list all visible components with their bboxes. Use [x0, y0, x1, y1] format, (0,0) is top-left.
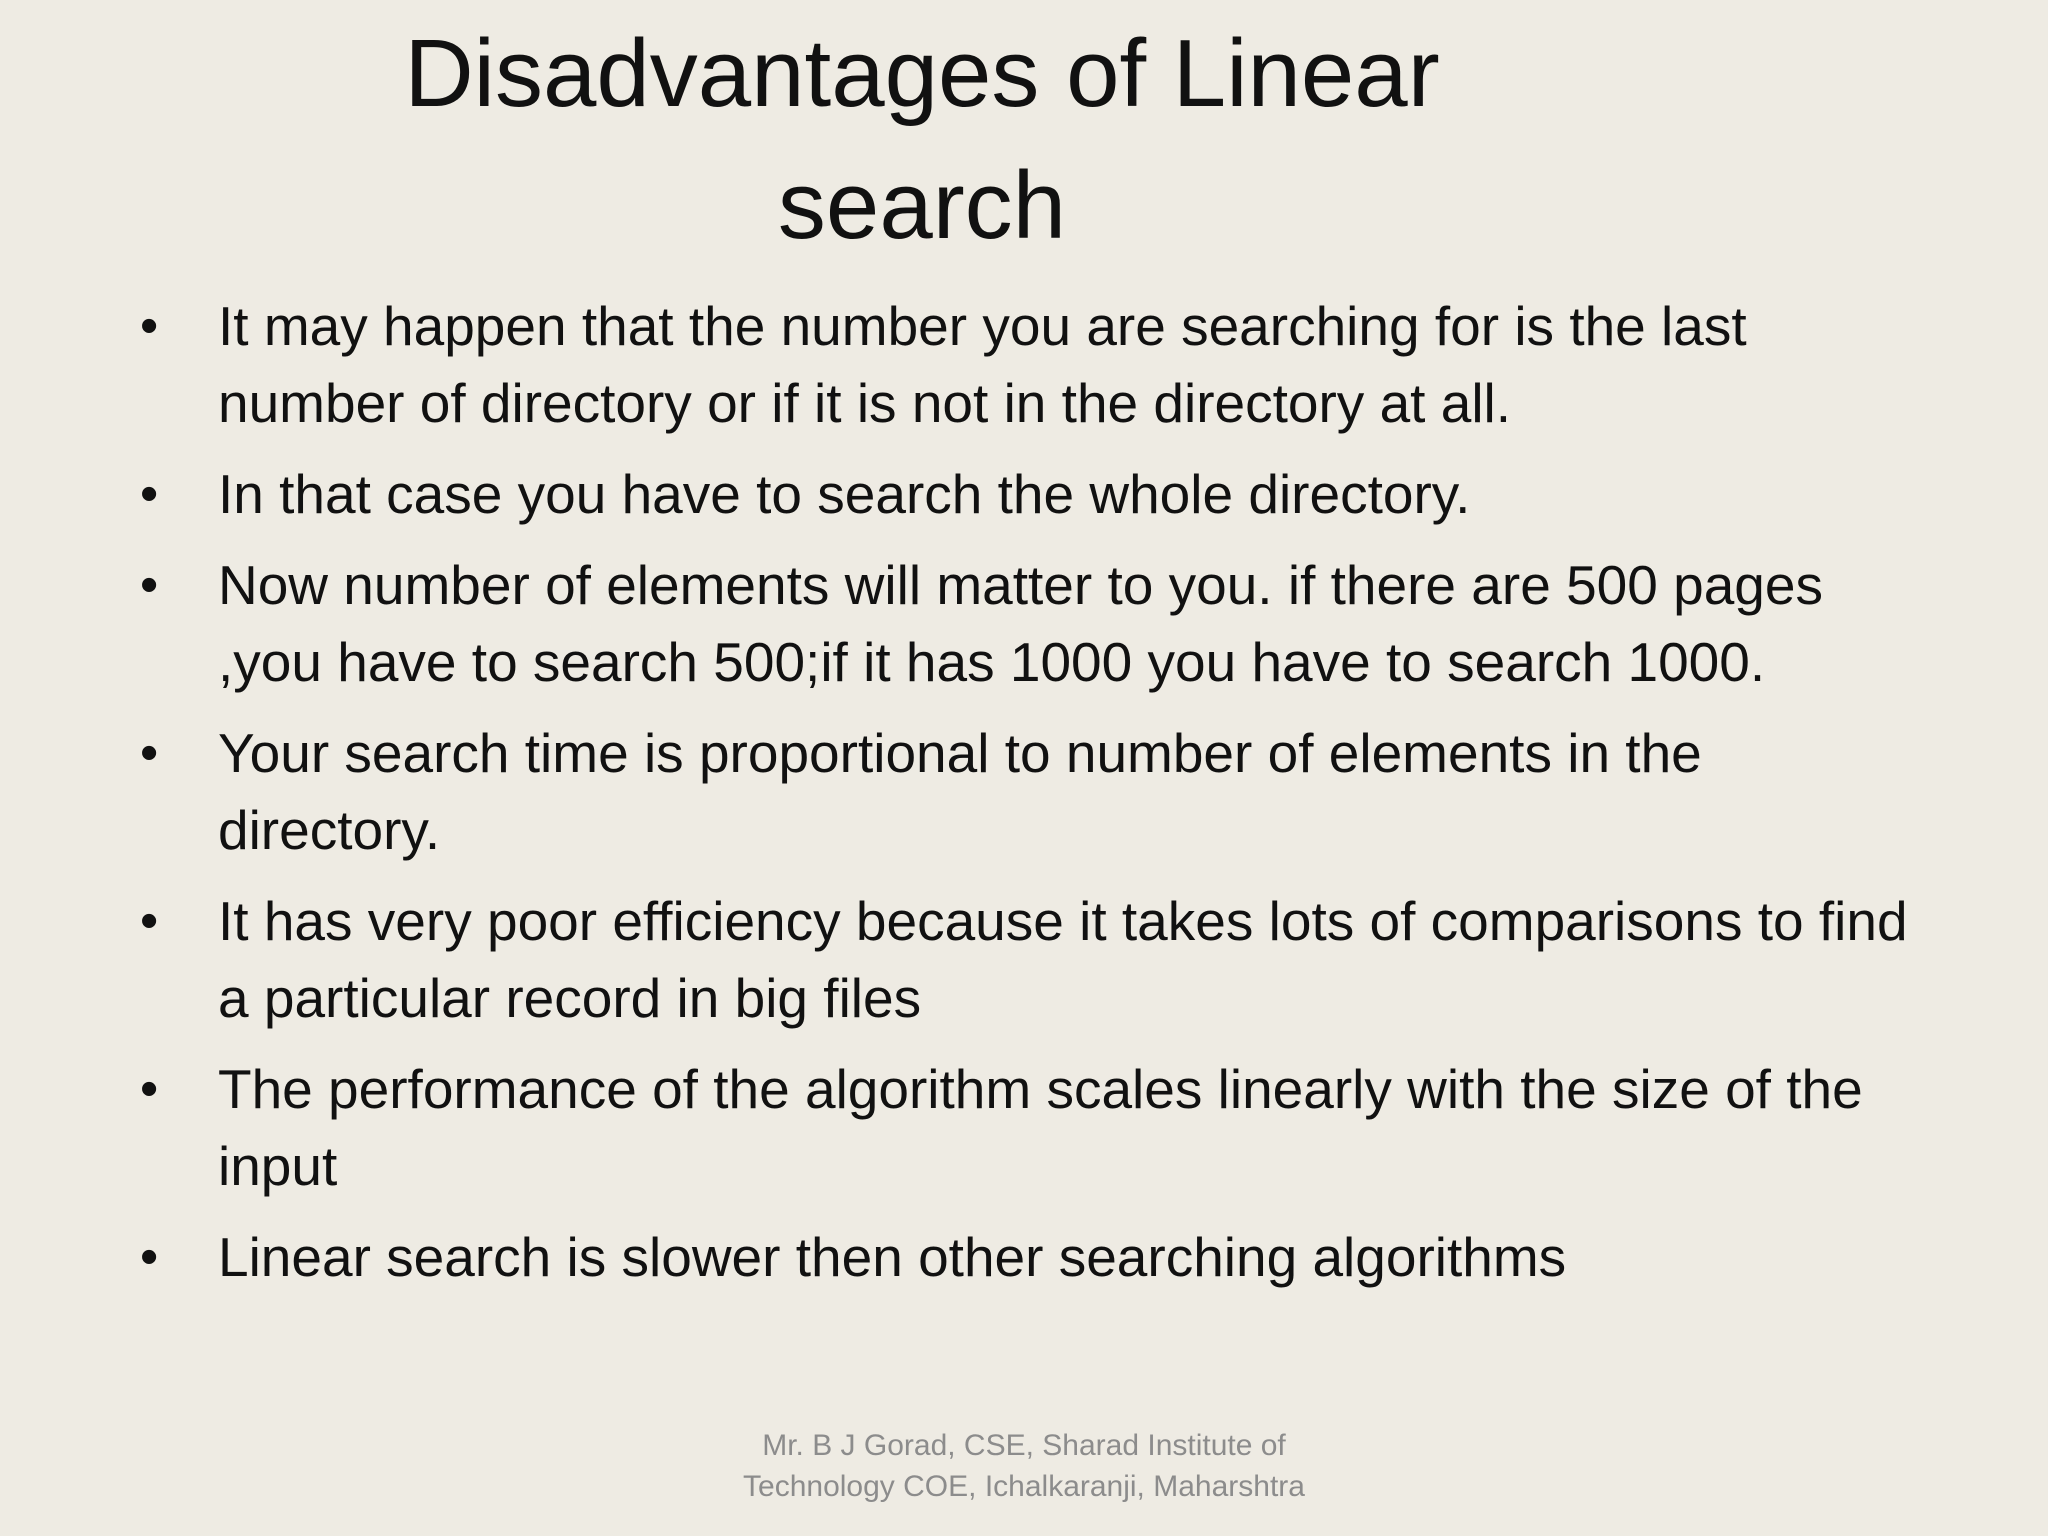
bullet-item	[140, 1219, 1930, 1296]
bullet-marker: •	[140, 724, 159, 782]
footer-line-2: Technology COE, Ichalkaranji, Maharshtra	[743, 1470, 1305, 1503]
bullet-text: The performance of the algorithm scales linearly with the size of the input	[218, 1058, 1863, 1197]
bullet-item	[140, 715, 1930, 869]
bullet-text: Your search time is proportional to number of elements in the directory.	[218, 722, 1702, 861]
bullet-item	[140, 547, 1930, 701]
bullet-marker: •	[140, 892, 159, 950]
slide-title-line-2: search	[777, 152, 1067, 259]
bullet-marker: •	[140, 1228, 159, 1286]
slide-footer	[600, 1425, 1448, 1507]
slide-title-line-1: Disadvantages of Linear	[404, 20, 1440, 127]
slide-title	[230, 8, 1614, 272]
bullet-list	[140, 288, 1930, 1310]
bullet-text: It has very poor efficiency because it takes lots of comparisons to find a particular record in big files	[218, 890, 1908, 1029]
bullet-item	[140, 1051, 1930, 1205]
bullet-text: Now number of elements will matter to you. if there are 500 pages ,you have to search 500;if it has 1000 you have to search 1000.	[218, 554, 1823, 693]
bullet-item	[140, 288, 1930, 442]
bullet-text: In that case you have to search the whole directory.	[218, 463, 1471, 525]
bullet-item	[140, 456, 1930, 533]
bullet-marker: •	[140, 1060, 159, 1118]
bullet-text: It may happen that the number you are searching for is the last number of directory or if it is not in the directory at all.	[218, 295, 1747, 434]
bullet-item	[140, 883, 1930, 1037]
bullet-marker: •	[140, 556, 159, 614]
bullet-marker: •	[140, 297, 159, 355]
bullet-marker: •	[140, 465, 159, 523]
footer-line-1: Mr. B J Gorad, CSE, Sharad Institute of	[762, 1429, 1286, 1462]
bullet-text: Linear search is slower then other searching algorithms	[218, 1226, 1567, 1288]
